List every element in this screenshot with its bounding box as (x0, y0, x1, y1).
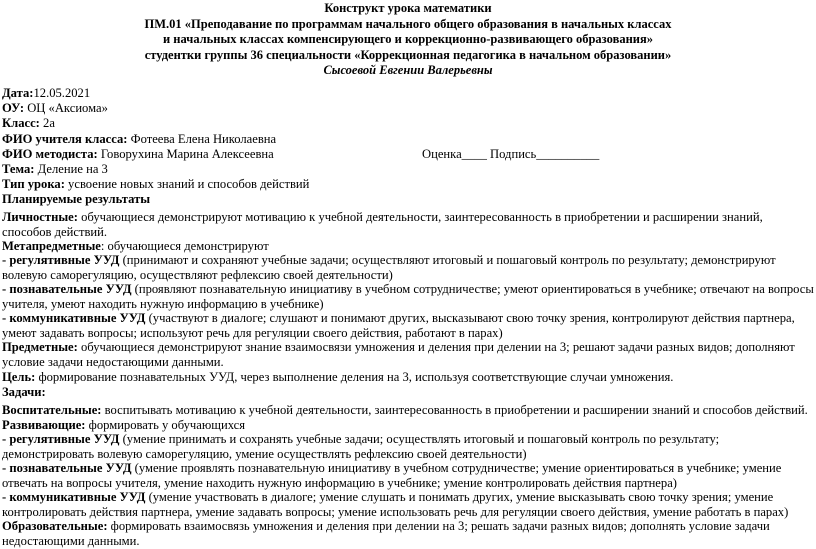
results-communicative (2, 311, 814, 341)
class-label: Класс: (2, 116, 40, 130)
results-regulative (2, 253, 814, 283)
subject-text: обучающиеся демонстрируют знание взаимосвязи умножения и деления при делении на 3; решают задачи разных видов; дополняют условие задачи недостающими данными. (2, 340, 795, 369)
results-cognitive (2, 282, 814, 312)
results-heading: Планируемые результаты (2, 192, 151, 206)
date-label: Дата: (2, 86, 34, 100)
date-value: 12.05.2021 (33, 86, 91, 100)
topic-value: Деление на 3 (34, 162, 108, 176)
methodist-label: ФИО методиста: (2, 147, 98, 161)
tasks-cognitive-label: - познавательные УУД (2, 461, 132, 475)
tasks-communicative-text: (умение участвовать в диалоге; умение слушать и понимать других, умение высказывать свою точку зрения; умение контролировать действия партнера, умение задавать вопросы; умение использовать речь для регуляции своего действия, умение работать в парах) (2, 490, 789, 519)
ou-value: ОЦ «Аксиома» (24, 101, 108, 115)
personal-text: обучающиеся демонстрируют мотивацию к учебной деятельности, заинтересованность в приобретении и расширении знаний, способов действий. (2, 210, 763, 239)
teacher-value: Фотеева Елена Николаевна (127, 132, 277, 146)
date-row (2, 86, 90, 101)
subject-label: Предметные: (2, 340, 78, 354)
ou-label: ОУ: (2, 101, 25, 115)
teacher-label: ФИО учителя класса: (2, 132, 128, 146)
document-header (0, 1, 816, 79)
learning-tasks (2, 519, 814, 549)
goal-text: формирование познавательных УУД, через выполнение деления на 3, используя соответствующие случаи умножения. (35, 370, 674, 384)
results-heading-row (2, 192, 150, 207)
lesson-type-value: усвоение новых знаний и способов действий (64, 177, 310, 191)
communicative-label: - коммуникативные УУД (2, 311, 146, 325)
grade-signature-field: Оценка____ Подпись__________ (422, 147, 600, 161)
doc-title: Конструкт урока математики (324, 1, 492, 15)
tasks-cognitive-text: (умение проявлять познавательную инициативу в учебном сотрудничестве; умение ориентироваться в учебнике; умение отвечать на вопросы учителя, умение находить нужную информацию в учебнике; умение контролировать действия партнера) (2, 461, 782, 490)
developing-tasks (2, 418, 814, 433)
educational-text: воспитывать мотивацию к учебной деятельности, заинтересованность в приобретении и расширении знаний и способов действий. (101, 403, 808, 417)
doc-module-line: ПМ.01 «Преподавание по программам начального общего образования в начальных классах (144, 16, 672, 31)
educational-tasks (2, 403, 814, 418)
tasks-communicative (2, 490, 814, 520)
communicative-text: (участвуют в диалоге; слушают и понимают других, высказывают свою точку зрения, контролируют действия партнера, умеют задавать вопросы; используют речь для регуляции своего действия, работают в парах) (2, 311, 795, 340)
student-name: Сысоевой Евгении Валерьевны (323, 63, 493, 77)
methodist-value: Говорухина Марина Алексеевна (97, 147, 274, 161)
learning-label: Образовательные: (2, 519, 108, 533)
meta-results (2, 239, 814, 254)
personal-label: Личностные: (2, 210, 78, 224)
doc-group-line: студентки группы 36 специальности «Коррекционная педагогика в начальном образовании» (144, 47, 672, 62)
teacher-row (2, 132, 276, 147)
tasks-communicative-label: - коммуникативные УУД (2, 490, 146, 504)
topic-row (2, 162, 108, 177)
tasks-regulative-label: - регулятивные УУД (2, 432, 120, 446)
regulative-label: - регулятивные УУД (2, 253, 120, 267)
learning-text: формировать взаимосвязь умножения и деления при делении на 3; решать задачи разных видов; дополнять условие задачи недостающими данными. (2, 519, 770, 548)
tasks-regulative-text: (умение принимать и сохранять учебные задачи; осуществлять итоговый и пошаговый контроль по результату; демонстрировать волевую саморегуляцию, умение осуществлять рефлексию своей деятельности) (2, 432, 720, 461)
tasks-regulative (2, 432, 814, 462)
tasks-heading-row (2, 385, 814, 400)
cognitive-text: (проявляют познавательную инициативу в учебном сотрудничестве; умеют ориентироваться в учебнике; отвечают на вопросы учителя, умеют находить нужную информацию в учебнике) (2, 282, 814, 311)
tasks-heading: Задачи: (2, 385, 46, 399)
cognitive-label: - познавательные УУД (2, 282, 132, 296)
lesson-goal (2, 370, 814, 385)
topic-label: Тема: (2, 162, 35, 176)
class-row (2, 116, 55, 131)
class-value: 2а (39, 116, 55, 130)
regulative-text: (принимают и сохраняют учебные задачи; осуществляют итоговый и пошаговый контроль по результату; демонстрируют волевую саморегуляцию, осуществляют рефлексию своей деятельности) (2, 253, 776, 282)
meta-text: : обучающиеся демонстрируют (100, 239, 269, 253)
personal-results (2, 210, 814, 240)
goal-label: Цель: (2, 370, 36, 384)
tasks-cognitive (2, 461, 814, 491)
methodist-row (2, 147, 274, 162)
lesson-type-row (2, 177, 309, 192)
subject-results (2, 340, 814, 370)
developing-text: формировать у обучающихся (85, 418, 246, 432)
developing-label: Развивающие: (2, 418, 86, 432)
meta-label: Метапредметные (2, 239, 101, 253)
lesson-type-label: Тип урока: (2, 177, 65, 191)
ou-row (2, 101, 108, 116)
doc-module-line-2: и начальных классах компенсирующего и коррекционно-развивающего образования» (162, 32, 653, 46)
educational-label: Воспитательные: (2, 403, 102, 417)
